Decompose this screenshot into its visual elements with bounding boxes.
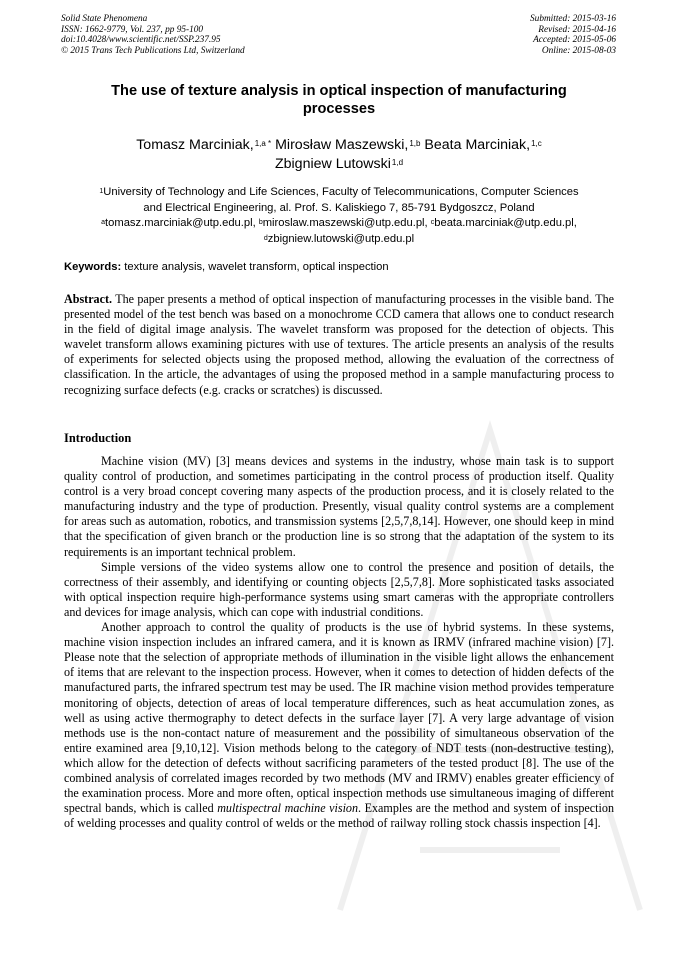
keywords-label: Keywords: <box>64 261 122 273</box>
intro-p3-term: multispectral machine vision <box>217 801 359 816</box>
intro-p3-text: Another approach to control the quality of products is the use of hybrid systems. In these systems, machine vision inspection includes an infrared camera, and it is known as IRMV (infrared machine vision) [7]. Please note that the selection of appropriate methods of illumination in the visible light allows the enhancement of items that are relevant to the inspection process. However, when it comes to detection of hidden defects of the manufactured parts, the infrared spectrum test may be used. The IR machine vision method provides temperature monitoring of objects, detection of areas of local temperature differences, such as heat accumulation zones, as well as using active thermography to detect defects in the surface layer [7]. A very large advantage of vision methods use is the non-contact nature of measurement and the possibility of simultaneous observation of the entire examined area [9,10,12]. Vision methods belong to the category of NDT tests (non-destructive testing), which allow for the detection of defects without sacrificing parameters of the tested product [8]. The use of the combined analysis of correlated images recorded by two methods (MV and IRMV) enables greater efficiency of the examination process. More and more often, optical inspection methods use simultaneous imaging of different spectral bands, which is called <box>64 620 614 816</box>
authors-line-1 <box>60 136 618 155</box>
intro-paragraph-2: Simple versions of the video systems allow one to control the presence and position of details, the correctness of their assembly, and identifying or counting objects [2,5,7,8]. More sophisticated tasks associated with optical inspection require high-performance systems using smart cameras with the appropriate controllers and devices for image analysis, which can cope with industrial conditions. <box>64 559 614 619</box>
paper-title <box>60 82 618 118</box>
section-heading-introduction: Introduction <box>64 431 132 445</box>
keywords-text: texture analysis, wavelet transform, optical inspection <box>121 261 389 273</box>
intro-p3-text-end: . Examples are the method and system of inspection of welding processes and quality control of welds or the method of railway rolling stock chassis inspection [4]. <box>64 801 614 831</box>
abstract-paragraph <box>64 292 614 398</box>
email-address: tomasz.marciniak@utp.edu.pl, <box>105 217 259 230</box>
email-mark: a <box>101 219 106 227</box>
author-name: Beata Marciniak, <box>424 137 531 153</box>
abstract <box>64 292 614 398</box>
header-right <box>530 14 616 56</box>
authors-line-2 <box>60 155 618 174</box>
email-mark: c <box>430 219 435 227</box>
email-line-2 <box>60 232 618 248</box>
abstract-label: Abstract. <box>64 292 113 306</box>
email-address: beata.marciniak@utp.edu.pl, <box>434 217 577 230</box>
header-left <box>61 14 245 56</box>
intro-paragraph-1: Machine vision (MV) [3] means devices and systems in the industry, whose main task is to support quality control of production, and sometimes participating in the control process of production itself. Quality control is a very broad concept covering many aspects of the production process, and it is closely related to the manufacturing industry and the type of production. Presently, visual quality control systems are a complement for areas such as automation, robotics, and transmission systems [2,5,7,8,14]. However, one should keep in mind that the specification of given branch or the production line is so strong that the adaptation of the system to its requirements is an important technical problem. <box>64 454 614 559</box>
author-affil-mark: 1,c <box>531 139 542 148</box>
title-line-2: processes <box>302 101 376 117</box>
affiliation-text: University of Technology and Life Sciences, Faculty of Telecommunications, Computer Sciences <box>103 186 579 198</box>
affil-mark: 1 <box>99 188 104 195</box>
affiliation-block <box>60 185 618 247</box>
affiliation-line-2: and Electrical Engineering, al. Prof. S. Kaliskiego 7, 85-791 Bydgoszcz, Poland <box>143 201 535 214</box>
online-date: Online: 2015-08-03 <box>541 45 616 56</box>
affiliation-line-1 <box>60 185 618 201</box>
author-name: Mirosław Maszewski, <box>275 137 409 153</box>
email-line-1 <box>60 216 618 232</box>
journal-name: Solid State Phenomena <box>61 14 148 24</box>
intro-paragraph-3 <box>64 620 614 831</box>
email-mark: b <box>258 219 263 227</box>
author-affil-mark: 1,a * <box>254 139 272 148</box>
revised-date: Revised: 2015-04-16 <box>538 24 616 35</box>
email-address: zbigniew.lutowski@utp.edu.pl <box>267 232 415 245</box>
email-address: miroslaw.maszewski@utp.edu.pl, <box>262 217 431 230</box>
email-mark: d <box>263 234 268 242</box>
copyright: © 2015 Trans Tech Publications Ltd, Switzerland <box>61 45 245 56</box>
doi: doi:10.4028/www.scientific.net/SSP.237.95 <box>61 35 221 46</box>
issn: ISSN: 1662-9779, Vol. 237, pp 95-100 <box>61 24 204 35</box>
author-name: Zbigniew Lutowski <box>274 156 391 172</box>
introduction-body <box>64 454 614 831</box>
submitted-date: Submitted: 2015-03-16 <box>530 14 616 24</box>
author-name: Tomasz Marciniak, <box>136 137 254 153</box>
accepted-date: Accepted: 2015-05-06 <box>533 35 616 46</box>
keywords <box>64 260 618 274</box>
author-affil-mark: 1,b <box>409 139 421 148</box>
title-line-1: The use of texture analysis in optical inspection of manufacturing <box>111 83 567 99</box>
abstract-text: The paper presents a method of optical inspection of manufacturing processes in the visible band. The presented model of the test bench was based on a monochrome CCD camera that allows one to conduct research in the field of digital image analysis. The wavelet transform was proposed for the detection of objects. This wavelet transform allows examining pictures with use of textures. The article presents an analysis of the results of experiments for selected objects using the proposed method, allowing the evaluation of the correctness of classification. In the article, the advantages of using the proposed method in a sample manufacturing process to recognizing surface defects (e.g. cracks or scratches) is discussed. <box>64 292 614 397</box>
author-affil-mark: 1,d <box>391 158 404 167</box>
author-list <box>60 136 618 174</box>
